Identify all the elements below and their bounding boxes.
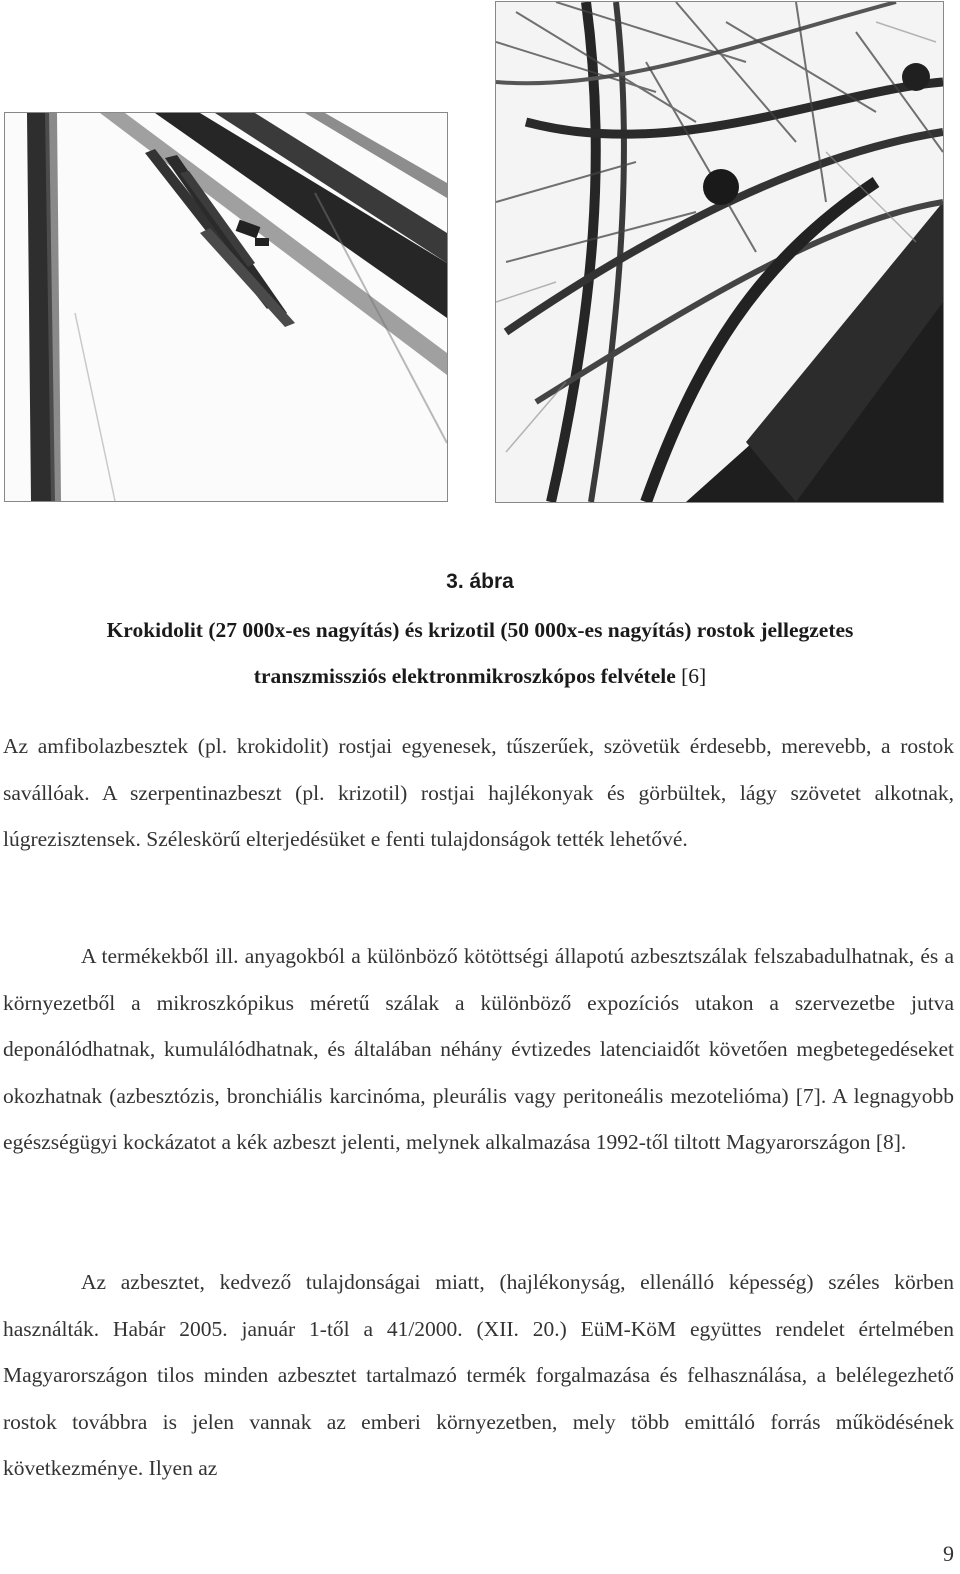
body-paragraph: A termékekből ill. anyagokból a különböző kötöttségi állapotú azbesztszálak felszabadulhatnak, és a környezetből a mikroszkópikus méretű szálak a különböző expozíciós utakon a szervezetbe jutva deponálódhatnak, kumulálódhatnak, és általában néhány évtizedes latenciaidőt követően megbetegedéseket okozhatnak (azbesztózis, bronchiális karcinóma, pleurális vagy peritoneális mezotelióma) [7]. A legnagyobb egészségügyi kockázatot a kék azbeszt jelenti, melynek alkalmazása 1992-től tiltott Magyarországon [8]. bbox=[3, 944, 954, 1154]
figure-label: 3. ábra bbox=[446, 570, 514, 593]
crocidolite-micrograph bbox=[4, 112, 448, 502]
body-paragraph: Az amfibolazbesztek (pl. krokidolit) rostjai egyenesek, tűszerűek, szövetük érdesebb, merevebb, a rostok savállóak. A szerpentinazbeszt (pl. krizotil) rostjai hajlékonyak és görbültek, lágy szövetet alkotnak, lúgrezisztensek. Széleskörű elterjedésüket e fenti tulajdonságok tették lehetővé. bbox=[3, 734, 954, 851]
body-paragraph: Az azbesztet, kedvező tulajdonságai miatt, (hajlékonyság, ellenálló képesség) széles körben használták. Habár 2005. január 1-től a 41/2000. (XII. 20.) EüM-KöM együttes rendelet értelmében Magyarországon tilos minden azbesztet tartalmazó termék forgalmazása és felhasználása, a belélegezhető rostok továbbra is jelen vannak az emberi környezetben, mely több emittáló forrás működésének következménye. Ilyen az bbox=[3, 1270, 954, 1480]
crocidolite-fibers-image bbox=[5, 113, 447, 501]
chrysotile-micrograph bbox=[495, 1, 944, 503]
page-number: 9 bbox=[943, 1541, 954, 1566]
figure-caption-line1: Krokidolit (27 000x-es nagyítás) és krizotil (50 000x-es nagyítás) rostok jellegzetes bbox=[106, 618, 854, 642]
figure-caption-line2 bbox=[0, 664, 960, 689]
chrysotile-fibers-image bbox=[496, 2, 943, 502]
figure-caption-text: transzmissziós elektronmikroszkópos felvétele bbox=[253, 664, 676, 688]
figure-caption-reference: [6] bbox=[681, 664, 707, 688]
